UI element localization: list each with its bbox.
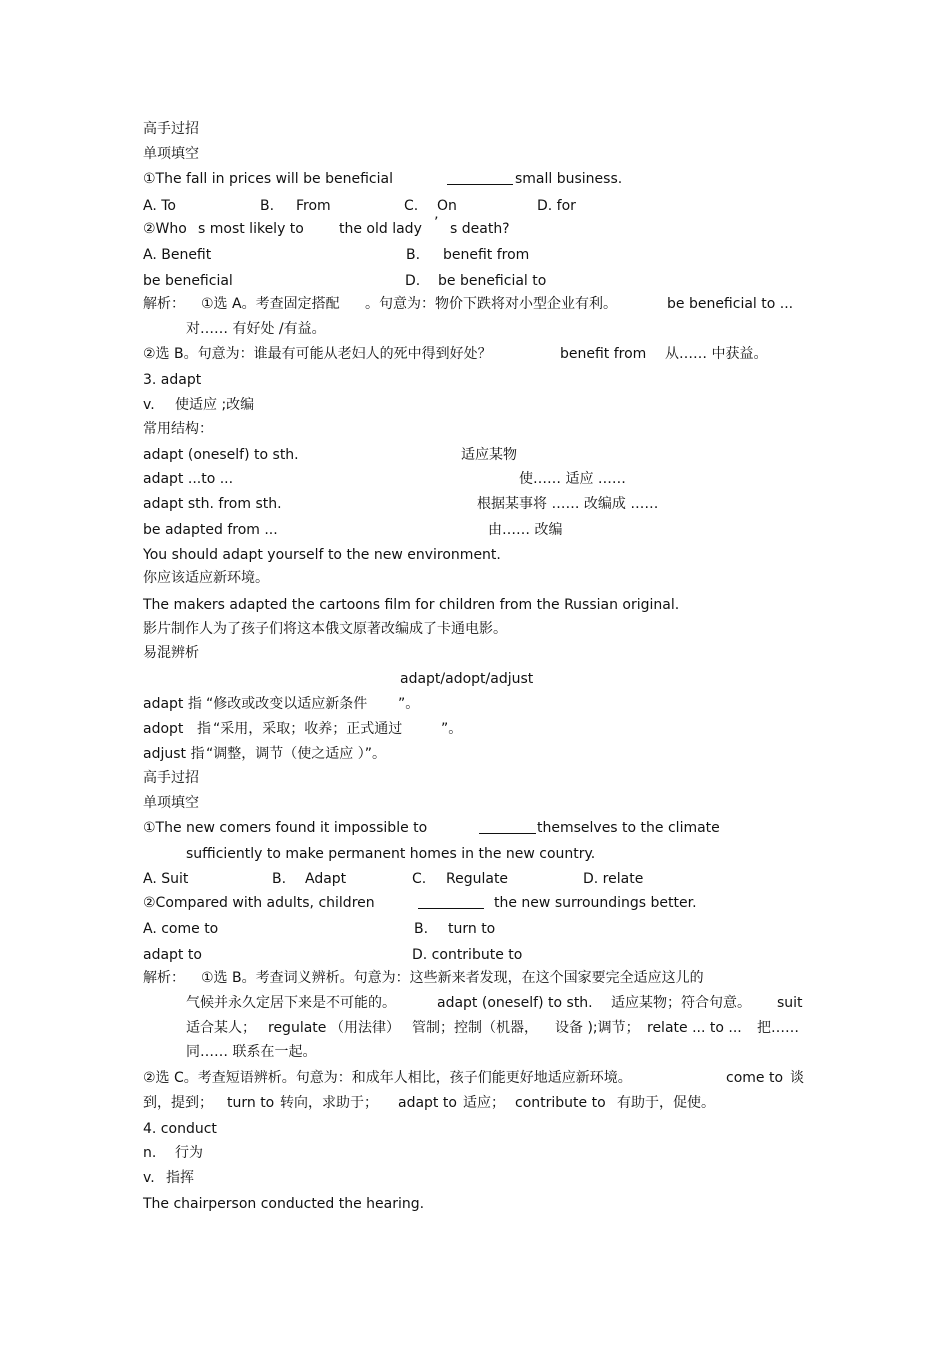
- analysis-label: 解析：: [143, 970, 185, 986]
- analysis-text: 转向，求助于；: [280, 1095, 378, 1111]
- option-a: A. To: [143, 198, 176, 214]
- analysis-text: ①选 B。考查词义辨析。句意为：这些新来者发现，在这个国家要完全适应这儿的: [201, 970, 704, 986]
- structure-en: adapt (oneself) to sth.: [143, 447, 299, 463]
- structure-cn: 根据某事将 …… 改编成 ……: [477, 496, 659, 512]
- example-cn: 影片制作人为了孩子们将这本俄文原著改编成了卡通电影。: [143, 621, 507, 637]
- confuse-word: adapt 指: [143, 696, 202, 712]
- vocab-heading: 4. conduct: [143, 1121, 217, 1137]
- option-d: D. relate: [583, 871, 644, 887]
- analysis-text: （用法律）: [330, 1020, 400, 1036]
- analysis-label: 解析：: [143, 296, 185, 312]
- option-b-letter: B.: [406, 247, 421, 263]
- option-d-letter: D.: [405, 273, 421, 289]
- analysis-text: 气候并永久定居下来是不可能的。: [186, 995, 396, 1011]
- analysis-text: 有助于，促使。: [617, 1095, 715, 1111]
- analysis-text: be beneficial to ...: [667, 296, 794, 312]
- question-stem-cont: sufficiently to make permanent homes in the new country.: [186, 846, 596, 862]
- option-a: A. Benefit: [143, 247, 212, 263]
- analysis-text: 同…… 联系在一起。: [186, 1044, 317, 1060]
- confuse-meaning: “采用，采取；收养；正式通过: [213, 721, 403, 737]
- analysis-text: ②选 B。句意为：谁最有可能从老妇人的死中得到好处？: [143, 346, 492, 362]
- analysis-text: suit: [777, 995, 803, 1011]
- section-title: 高手过招: [143, 121, 199, 137]
- section-subtitle: 单项填空: [143, 795, 199, 811]
- option-c-letter: C.: [404, 198, 419, 214]
- question-stem: s death?: [450, 221, 510, 237]
- question-stem: ①The new comers found it impossible to: [143, 820, 428, 836]
- option-b-letter: B.: [272, 871, 287, 887]
- confuse-end: ”。: [441, 721, 463, 737]
- analysis-text: 把……: [757, 1020, 799, 1036]
- analysis-text: 谈: [790, 1070, 804, 1086]
- question-stem: ①The fall in prices will be beneficial: [143, 171, 393, 187]
- analysis-text: 管制；控制（机器，: [412, 1020, 538, 1036]
- option-a: A. come to: [143, 921, 219, 937]
- option-d: be beneficial to: [438, 273, 547, 289]
- analysis-text: relate ... to ...: [647, 1020, 742, 1036]
- example-en: You should adapt yourself to the new environment.: [143, 547, 501, 563]
- question-stem: ②Who: [143, 221, 187, 237]
- structure-en: be adapted from ...: [143, 522, 278, 538]
- structure-cn: 使…… 适应 ……: [519, 471, 626, 487]
- analysis-text: 适应某物；符合句意。: [611, 995, 751, 1011]
- option-b: benefit from: [443, 247, 530, 263]
- structures-label: 常用结构：: [143, 421, 213, 437]
- analysis-text: regulate: [268, 1020, 327, 1036]
- part-of-speech: v.: [143, 397, 155, 413]
- question-stem-end: themselves to the climate: [537, 820, 720, 836]
- question-stem: ’: [434, 215, 439, 231]
- confuse-title: adapt/adopt/adjust: [400, 671, 534, 687]
- analysis-text: 设备 );调节；: [555, 1020, 640, 1036]
- option-c: adapt to: [143, 947, 202, 963]
- confuse-word: adopt: [143, 721, 184, 737]
- confuse-end: ”。: [398, 696, 420, 712]
- answer-blank: [447, 170, 513, 190]
- section-title: 高手过招: [143, 770, 199, 786]
- option-b: From: [296, 198, 331, 214]
- analysis-text: adapt to: [398, 1095, 457, 1111]
- confuse-meaning: “修改或改变以适应新条件: [206, 696, 368, 712]
- structure-en: adapt sth. from sth.: [143, 496, 282, 512]
- structure-cn: 由…… 改编: [488, 522, 563, 538]
- analysis-text: contribute to: [515, 1095, 606, 1111]
- question-stem: the old lady: [339, 221, 422, 237]
- analysis-text: come to: [726, 1070, 784, 1086]
- question-stem-end: small business.: [515, 171, 623, 187]
- structure-en: adapt ...to ...: [143, 471, 234, 487]
- analysis-text: turn to: [227, 1095, 275, 1111]
- answer-blank: [479, 819, 536, 839]
- analysis-text: ①选 A。考查固定搭配: [201, 296, 340, 312]
- analysis-text: 从…… 中获益。: [665, 346, 768, 362]
- analysis-text: benefit from: [560, 346, 647, 362]
- question-stem: s most likely to: [198, 221, 304, 237]
- definition: 使适应 ;改编: [175, 397, 255, 413]
- question-stem: ②Compared with adults, children: [143, 895, 375, 911]
- option-b: turn to: [448, 921, 496, 937]
- part-of-speech: n.: [143, 1145, 157, 1161]
- example-cn: 你应该适应新环境。: [143, 570, 269, 586]
- definition: 行为: [175, 1145, 203, 1161]
- analysis-text: 对…… 有好处 /有益。: [186, 321, 326, 337]
- option-d: D. for: [537, 198, 576, 214]
- part-of-speech: v.: [143, 1170, 155, 1186]
- analysis-text: 适应；: [463, 1095, 505, 1111]
- analysis-text: 到，提到；: [143, 1095, 213, 1111]
- confuse-ref: 指: [197, 721, 211, 737]
- analysis-text: 。句意为：物价下跌将对小型企业有利。: [365, 296, 617, 312]
- example-en: The makers adapted the cartoons film for children from the Russian original.: [143, 597, 680, 613]
- option-b-letter: B.: [414, 921, 429, 937]
- confuse-meaning: “调整，调节（使之适应 ）”。: [206, 746, 386, 762]
- option-b-letter: B.: [260, 198, 275, 214]
- analysis-text: ②选 C。考查短语辨析。句意为：和成年人相比，孩子们能更好地适应新环境。: [143, 1070, 632, 1086]
- analysis-text: adapt (oneself) to sth.: [437, 995, 593, 1011]
- confuse-label: 易混辨析: [143, 645, 199, 661]
- vocab-heading: 3. adapt: [143, 372, 202, 388]
- confuse-word: adjust 指: [143, 746, 205, 762]
- option-c: be beneficial: [143, 273, 233, 289]
- answer-blank: [418, 894, 484, 914]
- option-c-letter: C.: [412, 871, 427, 887]
- option-c: On: [437, 198, 457, 214]
- option-b: Adapt: [305, 871, 347, 887]
- option-d: D. contribute to: [412, 947, 523, 963]
- option-c: Regulate: [446, 871, 509, 887]
- definition: 指挥: [166, 1170, 194, 1186]
- analysis-text: 适合某人；: [186, 1020, 256, 1036]
- example-en: The chairperson conducted the hearing.: [143, 1196, 425, 1212]
- option-a: A. Suit: [143, 871, 189, 887]
- structure-cn: 适应某物: [461, 447, 517, 463]
- question-stem-end: the new surroundings better.: [494, 895, 697, 911]
- section-subtitle: 单项填空: [143, 146, 199, 162]
